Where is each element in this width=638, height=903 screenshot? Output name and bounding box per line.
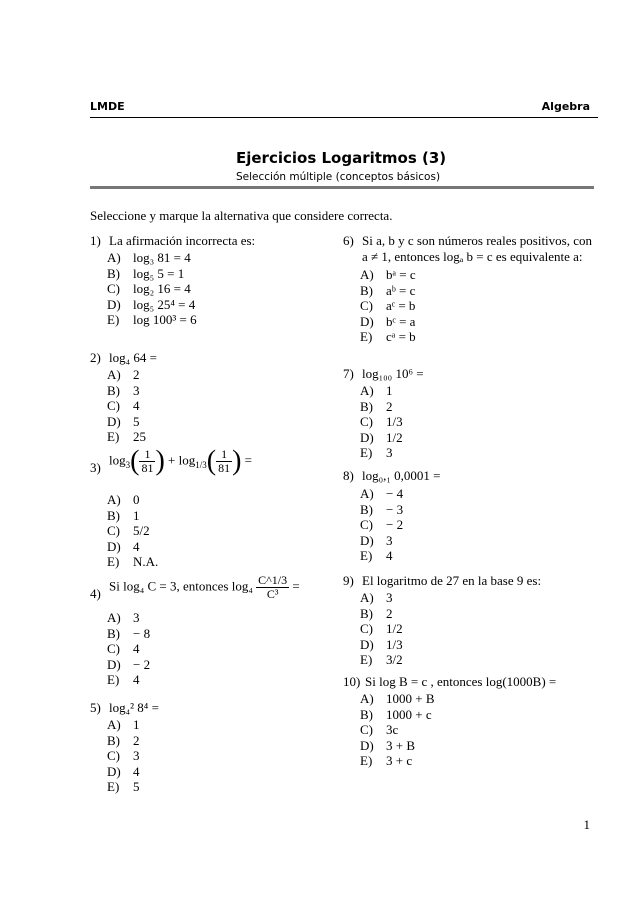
answer-option[interactable] [360,533,403,549]
option-text: 3 + B [386,737,416,753]
header-right-label: Algebra [541,100,590,113]
option-text: 1000 + c [386,706,432,722]
answer-option[interactable] [107,764,140,780]
option-letter: E) [107,672,120,687]
question-number: 3) [90,460,101,475]
fraction-denominator: 81 [141,461,154,475]
answer-option[interactable] [360,753,435,769]
option-text: aᵇ = c [386,282,416,298]
option-text: 2 [133,732,140,748]
fraction [139,448,155,475]
option-text: 2 [386,398,393,414]
question-number: 9) [343,573,354,588]
answer-option[interactable] [107,733,140,749]
answer-option[interactable] [107,398,146,414]
option-text: 1/2 [386,429,403,445]
option-list [107,717,140,795]
fraction-denominator: C³ [266,587,279,601]
answer-option[interactable] [360,283,416,299]
option-letter: C) [360,621,373,636]
option-letter: D) [107,296,121,312]
option-text: − 8 [133,625,151,641]
option-text: log₅ 5 = 1 [133,265,185,281]
answer-option[interactable] [360,738,435,754]
option-text: 4 [133,641,140,656]
stem-log: log₄ [231,578,253,594]
option-list [360,486,403,564]
question-stem-line-1: Si a, b y c son números reales positivos, con [362,233,592,248]
option-letter: E) [107,554,120,569]
option-letter: A) [107,717,121,732]
option-text: 5 [133,779,140,794]
question-stem: El logaritmo de 27 en la base 9 es: [362,573,542,588]
option-text: 3 [386,445,393,460]
option-text: 4 [133,538,140,554]
answer-option[interactable] [107,610,150,626]
option-letter: B) [360,398,373,414]
equals-sign: = [244,452,253,468]
answer-option[interactable] [360,445,403,461]
option-letter: A) [107,367,121,382]
option-letter: D) [360,313,374,329]
option-text: − 4 [386,486,404,501]
page-title: Ejercicios Logaritmos (3) [236,149,447,167]
answer-option[interactable] [107,672,150,688]
answer-option[interactable] [107,523,158,539]
answer-option[interactable] [360,430,403,446]
answer-option[interactable] [360,486,403,502]
paren-open: ( [130,445,140,477]
option-letter: B) [107,265,120,281]
option-list [360,590,403,668]
option-list [360,691,435,769]
question-number: 10) [343,674,361,689]
option-letter: D) [107,656,121,672]
log-label: log [178,452,196,468]
option-letter: C) [107,748,120,763]
answer-option[interactable] [360,314,416,330]
answer-option[interactable] [107,367,146,383]
option-letter: D) [360,429,374,445]
option-text: log₃ 81 = 4 [133,250,191,265]
option-text: 4 [133,763,140,779]
fraction [256,574,289,601]
fraction-numerator: C^1/3 [258,573,288,587]
option-letter: E) [360,652,373,667]
option-text: 1000 + B [386,691,435,706]
answer-option[interactable] [360,267,416,283]
answer-option[interactable] [107,657,150,673]
fraction-numerator: 1 [139,448,155,462]
answer-option[interactable] [107,539,158,555]
question-stem: log₁₀₀ 10⁶ = [362,366,424,381]
option-list [107,610,150,688]
answer-option[interactable] [107,748,140,764]
answer-option[interactable] [360,652,403,668]
question-stem: Si log B = c , entonces log(1000B) = [365,674,557,689]
header-left-label: LMDE [90,100,125,113]
stem-si: Si [109,578,120,594]
answer-option[interactable] [360,414,403,430]
option-letter: A) [107,492,121,507]
option-letter: E) [360,329,373,344]
option-text: N.A. [133,554,159,569]
paren-close: ) [155,445,165,477]
answer-option[interactable] [360,691,435,707]
fraction [216,448,232,475]
option-letter: A) [360,267,374,282]
answer-option[interactable] [107,297,197,313]
option-text: 5 [133,413,140,429]
answer-option[interactable] [107,250,197,266]
question-stem: log₀,₁ 0,0001 = [362,468,441,483]
option-text: bᵃ = c [386,267,416,282]
log-base: 1/3 [195,460,207,471]
option-letter: C) [360,298,373,313]
option-text: bᶜ = a [386,313,416,329]
option-letter: C) [107,641,120,656]
answer-option[interactable] [360,637,403,653]
option-letter: A) [107,250,121,265]
title-rule [90,186,594,189]
answer-option[interactable] [360,707,435,723]
option-text: 3c [386,722,399,737]
option-text: 3 [386,532,393,548]
option-text: 3 + c [386,753,413,768]
option-text: 25 [133,429,146,444]
option-letter: B) [360,605,373,621]
option-text: log₂ 16 = 4 [133,281,191,296]
option-list [107,250,197,328]
option-text: 2 [133,367,140,382]
option-letter: C) [107,523,120,538]
answer-option[interactable] [107,281,197,297]
answer-option[interactable] [107,779,140,795]
answer-option[interactable] [107,429,146,445]
option-letter: C) [360,517,373,532]
option-letter: D) [107,538,121,554]
fraction-denominator: 81 [218,461,231,475]
option-letter: C) [360,414,373,429]
option-list [360,267,416,345]
answer-option[interactable] [107,312,197,328]
option-text: 3/2 [386,652,403,667]
option-letter: B) [107,625,120,641]
option-letter: A) [360,486,374,501]
answer-option[interactable] [360,383,403,399]
answer-option[interactable] [360,590,403,606]
option-letter: B) [360,501,373,517]
option-letter: C) [107,281,120,296]
question-number: 5) [90,700,101,715]
option-letter: E) [107,429,120,444]
question-number: 4) [90,586,101,601]
answer-option[interactable] [107,717,140,733]
option-text: 5/2 [133,523,150,538]
option-text: 3 [133,382,140,398]
option-letter: B) [360,282,373,298]
answer-option[interactable] [360,517,403,533]
answer-option[interactable] [360,399,403,415]
option-letter: D) [360,737,374,753]
stem-condition: log₄ C = 3, entonces [123,578,229,594]
answer-option[interactable] [360,606,403,622]
option-text: log₅ 25⁴ = 4 [133,296,196,312]
option-text: 4 [386,548,393,563]
option-list [107,367,146,445]
question-number: 6) [343,233,354,248]
answer-option[interactable] [107,554,158,570]
question-stem: log₄² 8⁴ = [109,700,159,715]
question-number: 7) [343,366,354,381]
answer-option[interactable] [107,266,197,282]
option-text: 3 [133,610,140,625]
option-letter: A) [360,691,374,706]
option-text: 4 [133,398,140,413]
option-text: 2 [386,605,393,621]
question-stem [109,445,253,477]
option-letter: E) [107,312,120,327]
page-number: 1 [583,817,590,832]
option-text: log 100³ = 6 [133,312,197,327]
question-stem [109,574,300,601]
option-letter: E) [360,753,373,768]
option-text: 1 [386,383,393,398]
answer-option[interactable] [360,722,435,738]
option-list [107,492,158,570]
option-letter: A) [360,590,374,605]
option-list [360,383,403,461]
log-base: 3 [125,460,131,471]
answer-option[interactable] [107,492,158,508]
option-text: cᵃ = b [386,329,416,344]
equals-sign: = [292,578,300,594]
question-number: 2) [90,350,101,365]
option-text: 3 [386,590,393,605]
option-letter: B) [107,732,120,748]
option-letter: D) [360,532,374,548]
question-number: 8) [343,468,354,483]
option-letter: B) [107,382,120,398]
question-stem-line-2: a ≠ 1, entonces logₐ b = c es equivalente a: [362,249,583,264]
paren-close: ) [232,445,242,477]
answer-option[interactable] [360,502,403,518]
option-letter: D) [107,763,121,779]
paren-open: ( [206,445,217,477]
option-letter: E) [360,445,373,460]
option-text: 1/2 [386,621,403,636]
answer-option[interactable] [107,414,146,430]
option-text: 1 [133,507,140,523]
answer-option[interactable] [360,329,416,345]
option-text: 4 [133,672,140,687]
option-text: 0 [133,492,140,507]
option-text: − 2 [133,656,151,672]
option-text: 3 [133,748,140,763]
plus-sign: + [168,452,176,468]
option-text: 1/3 [386,414,403,429]
option-text: 1/3 [386,636,403,652]
answer-option[interactable] [360,621,403,637]
page-subtitle: Selección múltiple (conceptos básicos) [236,171,441,183]
header-rule [90,117,598,118]
question-stem: log₄ 64 = [109,350,157,365]
answer-option[interactable] [107,383,146,399]
option-letter: E) [107,779,120,794]
option-text: aᶜ = b [386,298,416,313]
option-letter: E) [360,548,373,563]
answer-option[interactable] [107,641,150,657]
answer-option[interactable] [360,548,403,564]
answer-option[interactable] [107,508,158,524]
question-stem: La afirmación incorrecta es: [109,233,256,248]
question-number: 1) [90,233,101,248]
answer-option[interactable] [360,298,416,314]
fraction-numerator: 1 [216,448,232,462]
log-label: log [109,452,126,468]
option-text: 1 [133,717,140,732]
option-text: − 3 [386,501,404,517]
option-letter: C) [360,722,373,737]
option-letter: B) [360,706,373,722]
option-letter: C) [107,398,120,413]
option-letter: B) [107,507,120,523]
answer-option[interactable] [107,626,150,642]
option-text: − 2 [386,517,404,532]
option-letter: A) [107,610,121,625]
option-letter: D) [107,413,121,429]
option-letter: D) [360,636,374,652]
instruction-text: Seleccione y marque la alternativa que considere correcta. [90,208,393,223]
option-letter: A) [360,383,374,398]
